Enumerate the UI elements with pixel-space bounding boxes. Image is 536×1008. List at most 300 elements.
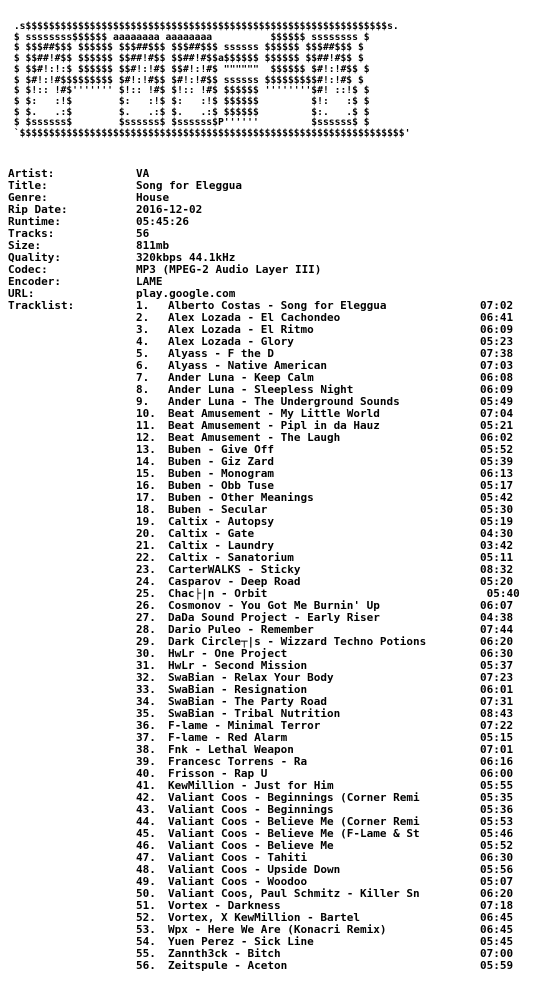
tracklist-label-spacer [8, 768, 136, 780]
track-row [8, 492, 536, 504]
track-title: Beat Amusement - Pipl in da Hauz [168, 420, 380, 432]
info-value: 56 [136, 227, 150, 240]
track-title: Alberto Costas - Song for Eleggua [168, 300, 387, 312]
tracklist-label-spacer [8, 852, 136, 864]
tracklist-label-spacer [8, 900, 136, 912]
track-title: Ander Luna - Sleepless Night [168, 384, 354, 396]
banner-line: $ $$##!#$$ $$$$$$ $$##!#$$ $$##!#$$a$$$$$$ $$$$$$ $$##!#$$ $ [8, 53, 364, 65]
info-label: Rip Date: [8, 203, 68, 216]
info-label: Codec: [8, 263, 48, 276]
track-row [8, 540, 536, 552]
track-title: Buben - Other Meanings [168, 492, 314, 504]
track-title: Wpx - Here We Are (Konacri Remix) [168, 924, 387, 936]
track-title: Caltix - Gate [168, 528, 255, 540]
track-duration: 07:04 [480, 407, 514, 420]
banner-line: `$$$$$$$$$$$$$$$$$$$$$$$$$$$$$$$$$$$$$$$$$$$$$$$$$$$$$$$$$$$$$$$$$$' [8, 128, 411, 140]
tracklist-label-spacer [8, 840, 136, 852]
track-number: 14. [136, 455, 156, 468]
tracklist-label-spacer [8, 336, 136, 348]
tracklist-label-spacer [8, 528, 136, 540]
track-title: Chac├|n - Orbit [168, 588, 268, 600]
tracklist-label-spacer [8, 660, 136, 672]
track-row [8, 432, 536, 444]
track-title: Buben - Secular [168, 504, 268, 516]
track-number: 31. [136, 659, 156, 672]
track-title: F-lame - Red Alarm [168, 732, 288, 744]
track-duration: 05:49 [480, 395, 514, 408]
tracklist-label-spacer [8, 924, 136, 936]
track-title: Alex Lozada - El Ritmo [168, 324, 314, 336]
track-row [8, 348, 536, 360]
track-row [8, 828, 536, 840]
track-title: Frisson - Rap U [168, 768, 268, 780]
tracklist-label-spacer [8, 864, 136, 876]
tracklist-label-spacer [8, 552, 136, 564]
track-duration: 08:32 [480, 563, 514, 576]
track-duration: 06:00 [480, 767, 514, 780]
track-row [8, 444, 536, 456]
track-duration: 07:22 [480, 719, 514, 732]
track-title: CarterWALKS - Sticky [168, 564, 301, 576]
tracklist-label-spacer [8, 456, 136, 468]
track-title: HwLr - One Project [168, 648, 288, 660]
tracklist-label-spacer [8, 420, 136, 432]
track-number: 52. [136, 911, 156, 924]
track-row [8, 876, 536, 888]
tracklist-label-spacer [8, 432, 136, 444]
track-row [8, 744, 536, 756]
track-title: Valiant Coos - Woodoo [168, 876, 308, 888]
track-title: Valiant Coos - Beginnings [168, 804, 334, 816]
track-row [8, 888, 536, 900]
track-title: Valiant Coos - Believe Me (F-Lame & St [168, 828, 420, 840]
tracklist-label-spacer [8, 732, 136, 744]
track-number: 55. [136, 947, 156, 960]
track-duration: 04:30 [480, 527, 514, 540]
track-number: 23. [136, 563, 156, 576]
tracklist-label-spacer [8, 936, 136, 948]
track-title: Valiant Coos - Believe Me (Corner Remi [168, 816, 420, 828]
tracklist-label-spacer [8, 888, 136, 900]
info-row [8, 216, 536, 228]
track-row [8, 600, 536, 612]
info-value: VA [136, 167, 150, 180]
track-title: Beat Amusement - My Little World [168, 408, 380, 420]
track-number: 34. [136, 695, 156, 708]
track-number: 20. [136, 527, 156, 540]
track-duration: 05:46 [480, 827, 514, 840]
track-row [8, 840, 536, 852]
track-number: 6. [136, 359, 150, 372]
track-duration: 07:01 [480, 743, 514, 756]
info-label: Runtime: [8, 215, 61, 228]
track-duration: 05:07 [480, 875, 514, 888]
tracklist-label-spacer [8, 696, 136, 708]
track-number: 15. [136, 467, 156, 480]
track-title: Caltix - Sanatorium [168, 552, 294, 564]
track-duration: 07:00 [480, 947, 514, 960]
track-row [8, 420, 536, 432]
track-number: 8. [136, 383, 150, 396]
track-row [8, 396, 536, 408]
banner-line: $ $$#!:!:$ $$$$$$ $$#!:!#$ $$#!:!#$ """""" $$$$$$ $#!:!#$$ $ [8, 63, 370, 75]
track-title: Vortex, X KewMillion - Bartel [168, 912, 361, 924]
track-duration: 05:15 [480, 731, 514, 744]
track-number: 45. [136, 827, 156, 840]
track-duration: 08:43 [480, 707, 514, 720]
track-row [8, 900, 536, 912]
tracklist-label-spacer [8, 588, 136, 600]
banner-line: $ ssssssss$$$$$$ aaaaaaaa aaaaaaaa $$$$$$ ssssssss $ [8, 31, 370, 43]
track-number: 36. [136, 719, 156, 732]
track-duration: 07:44 [480, 623, 514, 636]
track-row [8, 684, 536, 696]
tracklist-label-spacer [8, 564, 136, 576]
track-row [8, 780, 536, 792]
banner-line: $ $. .:$ $. .:$ $. .:$ $$$$$$ $:. .$ $ [8, 106, 370, 118]
track-title: Alex Lozada - El Cachondeo [168, 312, 341, 324]
track-title: Dark Circle┬|s - Wizzard Techno Potions [168, 636, 427, 648]
track-duration: 03:42 [480, 539, 514, 552]
track-row [8, 456, 536, 468]
track-title: Valiant Coos - Beginnings (Corner Remi [168, 792, 420, 804]
info-label: Encoder: [8, 275, 61, 288]
tracklist-label-spacer [8, 504, 136, 516]
track-title: Ander Luna - The Underground Sounds [168, 396, 400, 408]
track-title: SwaBian - Relax Your Body [168, 672, 334, 684]
tracklist-label-spacer [8, 492, 136, 504]
info-row [8, 204, 536, 216]
track-title: Fnk - Lethal Weapon [168, 744, 294, 756]
tracklist-label-spacer [8, 708, 136, 720]
track-duration: 06:08 [480, 371, 514, 384]
banner-line: $ $#!:!#$$$$$$$$$ $#!:!#$$ $#!:!#$$ ssssss $$$$$$$$$#!:!#$ $ [8, 74, 364, 86]
track-number: 18. [136, 503, 156, 516]
banner-line: $ $$$##$$$ $$$$$$ $$$##$$$ $$$##$$$ ssssss $$$$$$ $$$##$$$ $ [8, 42, 364, 54]
tracklist-label-spacer [8, 648, 136, 660]
tracklist-label-spacer [8, 444, 136, 456]
track-duration: 07:18 [480, 899, 514, 912]
track-row [8, 300, 536, 312]
info-value: LAME [136, 275, 163, 288]
track-title: Valiant Coos - Believe Me [168, 840, 334, 852]
track-title: Yuen Perez - Sick Line [168, 936, 314, 948]
track-duration: 05:55 [480, 779, 514, 792]
track-row [8, 768, 536, 780]
track-duration: 06:30 [480, 851, 514, 864]
track-duration: 06:41 [480, 311, 514, 324]
info-value: 811mb [136, 239, 170, 252]
track-duration: 06:45 [480, 923, 514, 936]
track-duration: 05:52 [480, 443, 514, 456]
track-row [8, 636, 536, 648]
track-number: 28. [136, 623, 156, 636]
tracklist-label-spacer [8, 912, 136, 924]
track-duration: 06:16 [480, 755, 514, 768]
tracklist-label-spacer [8, 540, 136, 552]
track-number: 19. [136, 515, 156, 528]
track-row [8, 516, 536, 528]
track-title: Valiant Coos - Tahiti [168, 852, 308, 864]
track-row [8, 468, 536, 480]
track-title: Francesc Torrens - Ra [168, 756, 308, 768]
track-duration: 06:01 [480, 683, 514, 696]
tracklist-label-spacer [8, 324, 136, 336]
tracklist-label-spacer [8, 480, 136, 492]
track-title: Valiant Coos - Upside Down [168, 864, 341, 876]
track-duration: 05:40 [480, 587, 520, 600]
track-row [8, 732, 536, 744]
track-duration: 06:02 [480, 431, 514, 444]
tracklist-label-spacer [8, 744, 136, 756]
track-duration: 07:03 [480, 359, 514, 372]
track-number: 53. [136, 923, 156, 936]
track-duration: 05:56 [480, 863, 514, 876]
track-row [8, 480, 536, 492]
track-row [8, 360, 536, 372]
banner-line: $ $ssssss$ $ssssss$ $ssssss$P'''''' $ssssss$ $ [8, 117, 370, 129]
track-duration: 07:02 [480, 299, 514, 312]
tracklist-label-spacer [8, 468, 136, 480]
track-row [8, 792, 536, 804]
track-number: 51. [136, 899, 156, 912]
track-duration: 06:30 [480, 647, 514, 660]
track-number: 46. [136, 839, 156, 852]
info-row [8, 168, 536, 180]
track-duration: 06:07 [480, 599, 514, 612]
track-row [8, 864, 536, 876]
info-row [8, 288, 536, 300]
tracklist-label-spacer [8, 408, 136, 420]
track-title: Dario Puleo - Remember [168, 624, 314, 636]
track-row [8, 408, 536, 420]
info-label: Genre: [8, 191, 48, 204]
track-number: 26. [136, 599, 156, 612]
track-row [8, 384, 536, 396]
track-number: 38. [136, 743, 156, 756]
track-duration: 05:11 [480, 551, 514, 564]
track-number: 49. [136, 875, 156, 888]
track-row [8, 804, 536, 816]
release-info [8, 168, 536, 300]
track-title: Vortex - Darkness [168, 900, 281, 912]
info-value: MP3 (MPEG-2 Audio Layer III) [136, 263, 322, 276]
track-title: Zannth3ck - Bitch [168, 948, 281, 960]
track-title: Cosmonov - You Got Me Burnin' Up [168, 600, 380, 612]
track-number: 39. [136, 755, 156, 768]
info-value: 320kbps 44.1kHz [136, 251, 236, 264]
track-row [8, 372, 536, 384]
track-duration: 05:59 [480, 959, 514, 972]
track-title: SwaBian - The Party Road [168, 696, 327, 708]
banner-line: .s$$$$$$$$$$$$$$$$$$$$$$$$$$$$$$$$$$$$$$$$$$$$$$$$$$$$$$$$$$$$$$s. [8, 21, 399, 32]
track-title: Alyass - F the D [168, 348, 274, 360]
info-label: Size: [8, 239, 42, 252]
track-row [8, 504, 536, 516]
track-title: SwaBian - Resignation [168, 684, 308, 696]
ascii-art-banner [8, 22, 410, 140]
track-row [8, 624, 536, 636]
info-value: Song for Eleggua [136, 179, 242, 192]
track-number: 50. [136, 887, 156, 900]
tracklist-label-spacer [8, 600, 136, 612]
track-duration: 05:20 [480, 575, 514, 588]
track-number: 27. [136, 611, 156, 624]
track-row [8, 696, 536, 708]
info-value: 05:45:26 [136, 215, 189, 228]
info-row [8, 264, 536, 276]
tracklist-label-spacer [8, 672, 136, 684]
track-duration: 05:30 [480, 503, 514, 516]
tracklist-label-spacer [8, 396, 136, 408]
track-number: 11. [136, 419, 156, 432]
track-title: Beat Amusement - The Laugh [168, 432, 341, 444]
track-duration: 07:23 [480, 671, 514, 684]
track-number: 37. [136, 731, 156, 744]
track-title: Casparov - Deep Road [168, 576, 301, 588]
tracklist-label-spacer [8, 624, 136, 636]
track-number: 54. [136, 935, 156, 948]
track-row [8, 960, 536, 972]
tracklist-label-spacer [8, 312, 136, 324]
track-title: Alyass - Native American [168, 360, 327, 372]
track-number: 42. [136, 791, 156, 804]
tracklist-label-spacer [8, 828, 136, 840]
track-duration: 05:23 [480, 335, 514, 348]
tracklist-label-spacer [8, 516, 136, 528]
track-row [8, 564, 536, 576]
track-row [8, 708, 536, 720]
info-label: Quality: [8, 251, 61, 264]
track-title: HwLr - Second Mission [168, 660, 308, 672]
track-row [8, 312, 536, 324]
track-duration: 05:17 [480, 479, 514, 492]
track-number: 30. [136, 647, 156, 660]
track-number: 12. [136, 431, 156, 444]
tracklist-label-spacer [8, 612, 136, 624]
track-duration: 05:36 [480, 803, 514, 816]
info-label: Artist: [8, 167, 55, 180]
track-title: Zeitspule - Aceton [168, 960, 288, 972]
track-title: KewMillion - Just for Him [168, 780, 334, 792]
track-row [8, 936, 536, 948]
track-number: 48. [136, 863, 156, 876]
banner-line: $ $: :!$ $: :!$ $: :!$ $$$$$$ $!: :$ $ [8, 95, 370, 107]
track-title: Valiant Coos, Paul Schmitz - Killer Sn [168, 888, 420, 900]
track-number: 40. [136, 767, 156, 780]
track-duration: 06:20 [480, 887, 514, 900]
tracklist-label-spacer [8, 876, 136, 888]
info-label: URL: [8, 287, 35, 300]
track-duration: 06:20 [480, 635, 514, 648]
track-number: 1. [136, 299, 150, 312]
track-number: 44. [136, 815, 156, 828]
track-number: 41. [136, 779, 156, 792]
tracklist [8, 300, 536, 972]
tracklist-label-spacer [8, 636, 136, 648]
track-row [8, 324, 536, 336]
info-value: play.google.com [136, 287, 236, 300]
tracklist-label-spacer [8, 684, 136, 696]
info-value: House [136, 191, 170, 204]
track-title: Ander Luna - Keep Calm [168, 372, 314, 384]
tracklist-label-spacer [8, 576, 136, 588]
track-row [8, 912, 536, 924]
track-title: Alex Lozada - Glory [168, 336, 294, 348]
track-duration: 05:19 [480, 515, 514, 528]
tracklist-label-spacer [8, 780, 136, 792]
track-duration: 05:21 [480, 419, 514, 432]
track-row [8, 552, 536, 564]
tracklist-label-spacer [8, 792, 136, 804]
track-row [8, 948, 536, 960]
track-number: 7. [136, 371, 150, 384]
track-duration: 06:13 [480, 467, 514, 480]
track-row [8, 648, 536, 660]
track-number: 5. [136, 347, 150, 360]
track-row [8, 660, 536, 672]
tracklist-label-spacer [8, 756, 136, 768]
info-label: Title: [8, 179, 48, 192]
track-number: 43. [136, 803, 156, 816]
track-row [8, 924, 536, 936]
tracklist-label-spacer [8, 816, 136, 828]
info-row [8, 240, 536, 252]
tracklist-label-spacer [8, 960, 136, 972]
track-duration: 05:53 [480, 815, 514, 828]
track-number: 9. [136, 395, 150, 408]
track-title: DaDa Sound Project - Early Riser [168, 612, 380, 624]
track-row [8, 528, 536, 540]
track-row [8, 588, 536, 600]
track-title: Buben - Give Off [168, 444, 274, 456]
tracklist-label-spacer [8, 720, 136, 732]
track-title: Buben - Obb Tuse [168, 480, 274, 492]
track-number: 2. [136, 311, 150, 324]
track-duration: 05:42 [480, 491, 514, 504]
track-row [8, 816, 536, 828]
info-row [8, 192, 536, 204]
track-duration: 05:39 [480, 455, 514, 468]
track-duration: 05:45 [480, 935, 514, 948]
info-value: 2016-12-02 [136, 203, 203, 216]
track-number: 29. [136, 635, 156, 648]
info-row [8, 228, 536, 240]
banner-line: $ $!:: !#$''''''' $!:: !#$ $!:: !#$ $$$$$$ ''''''''$#! ::!$ $ [8, 85, 370, 97]
track-duration: 07:31 [480, 695, 514, 708]
track-row [8, 336, 536, 348]
track-duration: 06:45 [480, 911, 514, 924]
track-number: 13. [136, 443, 156, 456]
track-title: Caltix - Autopsy [168, 516, 274, 528]
track-number: 21. [136, 539, 156, 552]
track-number: 47. [136, 851, 156, 864]
track-duration: 06:09 [480, 323, 514, 336]
info-row [8, 276, 536, 288]
tracklist-label-spacer [8, 372, 136, 384]
track-number: 33. [136, 683, 156, 696]
track-title: F-lame - Minimal Terror [168, 720, 321, 732]
track-number: 32. [136, 671, 156, 684]
track-duration: 05:35 [480, 791, 514, 804]
track-row [8, 852, 536, 864]
track-number: 22. [136, 551, 156, 564]
info-label: Tracks: [8, 227, 55, 240]
track-title: Buben - Giz Zard [168, 456, 274, 468]
track-title: Buben - Monogram [168, 468, 274, 480]
track-number: 24. [136, 575, 156, 588]
track-duration: 04:38 [480, 611, 514, 624]
